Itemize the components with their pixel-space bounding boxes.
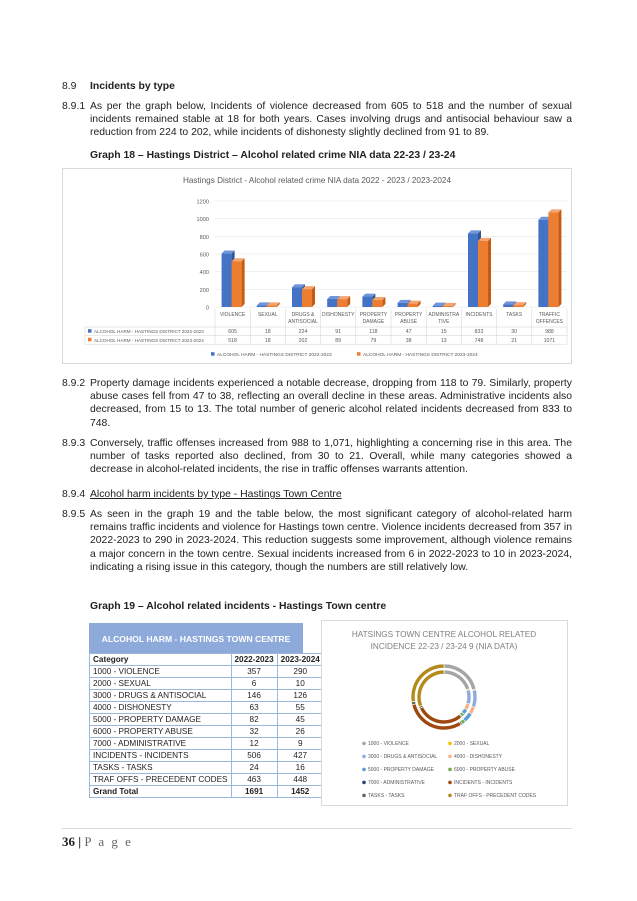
donut-slice bbox=[472, 690, 477, 708]
donut-slice bbox=[466, 690, 471, 705]
table-grid bbox=[89, 653, 324, 798]
alcohol-harm-table bbox=[89, 623, 320, 798]
paragraph-text: Conversely, traffic offenses increased from 988 to 1,071, highlighting a concerning rise in this area. The number of tasks reported also declined, from 30 to 21. Overall, while many categories showed a decrease in alcohol-related incidents, the rise in traffic offenses warrants attention. bbox=[90, 438, 572, 476]
data-label: 748 bbox=[474, 337, 484, 344]
category-cell: 3000 - DRUGS & ANTISOCIAL bbox=[90, 690, 232, 702]
bar bbox=[257, 305, 267, 307]
paragraph-8-9-1 bbox=[62, 100, 572, 140]
value-cell: 1452 bbox=[277, 786, 323, 798]
donut-slice bbox=[411, 664, 444, 702]
value-cell: 2023-2024 bbox=[277, 654, 323, 666]
legend-swatch bbox=[362, 794, 366, 798]
bar bbox=[302, 289, 312, 307]
data-table-series-label: ALCOHOL HARM - HASTINGS DISTRICT 2023-2024 bbox=[94, 337, 204, 343]
value-cell: 506 bbox=[231, 750, 277, 762]
bar bbox=[408, 304, 418, 307]
category-label: TRAFFIC bbox=[538, 312, 560, 318]
bar bbox=[468, 233, 478, 307]
category-cell: TRAF OFFS - PRECEDENT CODES bbox=[90, 774, 232, 786]
legend-swatch bbox=[362, 755, 366, 759]
legend-swatch bbox=[448, 755, 452, 759]
chart-title: HATSINGS TOWN CENTRE ALCOHOL RELATED bbox=[351, 630, 537, 639]
category-label: OFFENCES bbox=[535, 319, 564, 325]
data-label: 1071 bbox=[543, 337, 556, 344]
paragraph-number: 8.9.1 bbox=[62, 101, 86, 112]
value-cell: 55 bbox=[277, 702, 323, 714]
legend-swatch bbox=[362, 742, 366, 746]
category-label: DISHONESTY bbox=[321, 312, 355, 318]
value-cell: 6 bbox=[231, 678, 277, 690]
bar-chart-svg bbox=[63, 169, 571, 363]
bar bbox=[232, 261, 242, 307]
legend-swatch bbox=[362, 781, 366, 785]
category-cell: 5000 - PROPERTY DAMAGE bbox=[90, 714, 232, 726]
value-cell: 82 bbox=[231, 714, 277, 726]
bar-side bbox=[312, 286, 315, 307]
category-cell: Category bbox=[90, 654, 232, 666]
paragraph-number: 8.9.2 bbox=[62, 378, 86, 389]
bar bbox=[222, 254, 232, 307]
table-row bbox=[90, 702, 324, 714]
value-cell: 463 bbox=[231, 774, 277, 786]
legend-label: TASKS - TASKS bbox=[368, 793, 405, 799]
legend-swatch bbox=[357, 352, 361, 356]
value-cell: 12 bbox=[231, 738, 277, 750]
data-label: 89 bbox=[335, 337, 342, 344]
category-label: ABUSE bbox=[400, 319, 418, 325]
data-label: 118 bbox=[369, 329, 378, 336]
bar-side bbox=[558, 209, 561, 307]
chart-title: Hastings District - Alcohol related crime NIA data 2022 - 2023 / 2023-2024 bbox=[182, 176, 452, 185]
page-number: 36 bbox=[62, 834, 75, 849]
legend-label: 2000 - SEXUAL bbox=[454, 741, 490, 747]
page-word: P a g e bbox=[84, 834, 133, 849]
graph-19-caption: Graph 19 – Alcohol related incidents - Hastings Town centre bbox=[90, 601, 387, 612]
bar bbox=[292, 287, 302, 307]
table-header-row bbox=[90, 654, 324, 666]
y-tick-label: 0 bbox=[205, 305, 209, 312]
bar-side bbox=[242, 258, 245, 307]
table-row bbox=[90, 678, 324, 690]
value-cell: 9 bbox=[277, 738, 323, 750]
bar bbox=[513, 305, 523, 307]
graph-19-chart bbox=[321, 620, 568, 806]
legend-label: 5000 - PROPERTY DAMAGE bbox=[368, 767, 434, 773]
data-label: 202 bbox=[298, 337, 308, 344]
table-row bbox=[90, 738, 324, 750]
legend-label: ALCOHOL HARM - HASTINGS DISTRICT 2023-2024 bbox=[363, 353, 478, 359]
bar bbox=[337, 299, 347, 307]
value-cell: 10 bbox=[277, 678, 323, 690]
graph-18-caption: Graph 18 – Hastings District – Alcohol related crime NIA data 22-23 / 23-24 bbox=[90, 150, 456, 161]
data-label: 18 bbox=[264, 337, 271, 344]
y-tick-label: 400 bbox=[199, 270, 209, 277]
bar-side bbox=[488, 238, 491, 307]
category-label: ADMINISTRA bbox=[428, 312, 460, 318]
legend-label: TRAF OFFS - PRECEDENT CODES bbox=[454, 793, 537, 799]
data-label: 13 bbox=[440, 337, 447, 344]
value-cell: 63 bbox=[231, 702, 277, 714]
value-cell: 24 bbox=[231, 762, 277, 774]
table-row bbox=[90, 750, 324, 762]
category-label: TIVE bbox=[438, 319, 450, 325]
bar bbox=[433, 306, 443, 307]
category-label: INCIDENTS bbox=[465, 312, 493, 318]
paragraph-8-9-5 bbox=[62, 508, 572, 574]
bar bbox=[548, 212, 558, 307]
table-title: ALCOHOL HARM - HASTINGS TOWN CENTRE bbox=[89, 623, 303, 653]
value-cell: 357 bbox=[231, 666, 277, 678]
category-cell: 4000 - DISHONESTY bbox=[90, 702, 232, 714]
category-cell: INCIDENTS - INCIDENTS bbox=[90, 750, 232, 762]
category-cell: Grand Total bbox=[90, 786, 232, 798]
legend-swatch bbox=[448, 794, 452, 798]
y-tick-label: 200 bbox=[199, 287, 209, 294]
legend-swatch bbox=[448, 781, 452, 785]
footer-divider bbox=[62, 828, 572, 829]
chart-title: INCIDENCE 22-23 / 23-24 9 (NIA DATA) bbox=[370, 642, 518, 651]
category-label: TASKS bbox=[506, 312, 523, 318]
section-number: 8.9 bbox=[62, 81, 77, 92]
data-label: 833 bbox=[474, 329, 484, 336]
footer-separator: | bbox=[75, 834, 85, 849]
legend-swatch bbox=[362, 768, 366, 772]
data-label: 79 bbox=[370, 337, 377, 344]
legend-swatch bbox=[448, 768, 452, 772]
category-cell: 6000 - PROPERTY ABUSE bbox=[90, 726, 232, 738]
bar bbox=[478, 241, 488, 307]
paragraph-8-9-3 bbox=[62, 437, 572, 477]
data-label: 224 bbox=[298, 329, 308, 336]
category-label: DAMAGE bbox=[362, 319, 385, 325]
category-label: PROPERTY bbox=[359, 312, 388, 318]
category-label: PROPERTY bbox=[394, 312, 423, 318]
graph-18-chart bbox=[62, 168, 572, 364]
section-title: Incidents by type bbox=[90, 81, 175, 92]
data-label: 21 bbox=[511, 337, 518, 344]
table-row bbox=[90, 762, 324, 774]
value-cell: 1691 bbox=[231, 786, 277, 798]
value-cell: 448 bbox=[277, 774, 323, 786]
legend-label: 6000 - PROPERTY ABUSE bbox=[454, 767, 515, 773]
category-label: DRUGS & bbox=[291, 312, 315, 318]
bar bbox=[538, 220, 548, 307]
data-label: 605 bbox=[228, 329, 237, 336]
legend-label: 3000 - DRUGS & ANTISOCIAL bbox=[368, 754, 438, 760]
bar bbox=[327, 299, 337, 307]
value-cell: 290 bbox=[277, 666, 323, 678]
bar bbox=[362, 297, 372, 307]
category-cell: 1000 - VIOLENCE bbox=[90, 666, 232, 678]
category-label: ANTISOCIAL bbox=[288, 319, 318, 325]
page-footer bbox=[62, 834, 133, 850]
table-row bbox=[90, 714, 324, 726]
category-label: VIOLENCE bbox=[219, 312, 246, 318]
y-tick-label: 1000 bbox=[196, 217, 209, 224]
data-label: 988 bbox=[545, 329, 554, 336]
table-row bbox=[90, 666, 324, 678]
category-cell: 7000 - ADMINISTRATIVE bbox=[90, 738, 232, 750]
paragraph-text: As per the graph below, Incidents of violence decreased from 605 to 518 and the number of sexual incidents remained stable at 18 for both years. Cases involving drugs and antisocial behaviour saw a reduction from 224 to 202, while incidents of dishonesty slightly declined from 91 to 89. bbox=[90, 101, 572, 139]
data-label: 18 bbox=[264, 329, 271, 336]
y-tick-label: 1200 bbox=[196, 199, 209, 206]
bar bbox=[443, 306, 453, 307]
subsection-title: Alcohol harm incidents by type - Hastings Town Centre bbox=[90, 489, 342, 500]
value-cell: 2022-2023 bbox=[231, 654, 277, 666]
category-label: SEXUAL bbox=[257, 312, 278, 318]
legend-swatch bbox=[88, 338, 92, 342]
data-table-series-label: ALCOHOL HARM - HASTINGS DISTRICT 2022-2023 bbox=[94, 329, 204, 335]
y-tick-label: 800 bbox=[199, 234, 209, 241]
table-row bbox=[90, 726, 324, 738]
section-heading bbox=[62, 80, 572, 93]
legend-swatch bbox=[448, 742, 452, 746]
data-label: 518 bbox=[228, 337, 237, 344]
table-row bbox=[90, 774, 324, 786]
donut-chart-svg bbox=[322, 621, 567, 805]
value-cell: 26 bbox=[277, 726, 323, 738]
data-label: 15 bbox=[440, 329, 447, 336]
y-tick-label: 600 bbox=[199, 252, 209, 259]
category-cell: TASKS - TASKS bbox=[90, 762, 232, 774]
paragraph-text: As seen in the graph 19 and the table below, the most significant category of alcohol-related harm remains traffic incidents and violence for Hastings town centre. Violence incidents decreased from 357 in 2022-2023 to 290 in 2023-2024. This reduction suggests some improvement, although violence remains a major concern in the town centre. Sexual incidents increased from 6 in 2022-2023 to 10 in 2023-2024, indicating a rising issue in this category, though the numbers are still relatively low. bbox=[90, 509, 572, 573]
table-total-row bbox=[90, 786, 324, 798]
paragraph-text: Property damage incidents experienced a notable decrease, dropping from 118 to 79. Similarly, property abuse cases fell from 47 to 38, reflecting an overall decline in these areas. Administrative incidents also decreased, from 15 to 13. The total number of generic alcohol related incidents decreased from 833 to 748. bbox=[90, 378, 572, 429]
bar bbox=[503, 304, 513, 307]
data-label: 30 bbox=[511, 329, 518, 336]
legend-swatch bbox=[88, 329, 92, 333]
data-label: 91 bbox=[335, 329, 342, 336]
bar bbox=[267, 305, 277, 307]
paragraph-8-9-2 bbox=[62, 377, 572, 430]
value-cell: 427 bbox=[277, 750, 323, 762]
value-cell: 16 bbox=[277, 762, 323, 774]
category-cell: 2000 - SEXUAL bbox=[90, 678, 232, 690]
paragraph-number: 8.9.5 bbox=[62, 509, 86, 520]
legend-label: 4000 - DISHONESTY bbox=[454, 754, 503, 760]
bar bbox=[372, 300, 382, 307]
paragraph-8-9-4 bbox=[62, 488, 572, 501]
value-cell: 126 bbox=[277, 690, 323, 702]
paragraph-number: 8.9.4 bbox=[62, 489, 86, 500]
bar bbox=[398, 303, 408, 307]
legend-swatch bbox=[211, 352, 215, 356]
legend-label: 1000 - VIOLENCE bbox=[368, 741, 409, 747]
value-cell: 32 bbox=[231, 726, 277, 738]
data-label: 47 bbox=[405, 329, 412, 336]
legend-label: ALCOHOL HARM - HASTINGS DISTRICT 2022-2023 bbox=[217, 353, 332, 359]
legend-label: 7000 - ADMINISTRATIVE bbox=[368, 780, 425, 786]
paragraph-number: 8.9.3 bbox=[62, 438, 86, 449]
value-cell: 146 bbox=[231, 690, 277, 702]
value-cell: 45 bbox=[277, 714, 323, 726]
table-row bbox=[90, 690, 324, 702]
legend-label: INCIDENTS - INCIDENTS bbox=[454, 780, 513, 786]
data-label: 38 bbox=[405, 337, 412, 344]
